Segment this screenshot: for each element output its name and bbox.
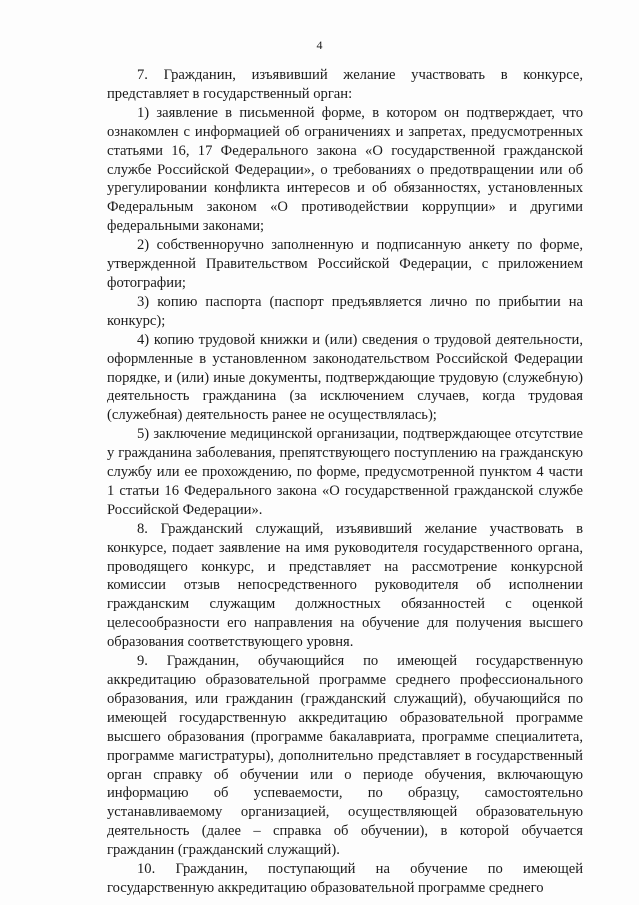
list-item-5: 5) заключение медицинской организации, подтверждающее отсутствие у гражданина заболевания, препятствующего поступлению на гражданскую службу или ее прохождению, по форме, предусмотренной пунктом 4 части 1 статьи 16 Федерального закона «О государственной гражданской службе Российской Федерации». xyxy=(107,426,583,518)
list-item-3: 3) копию паспорта (паспорт предъявляется лично по прибытии на конкурс); xyxy=(107,293,583,329)
paragraph-10: 10. Гражданин, поступающий на обучение по имеющей государственную аккредитацию образовательной программе среднего xyxy=(107,861,583,896)
list-item-4: 4) копию трудовой книжки и (или) сведения о трудовой деятельности, оформленные в установленном законодательством Российской Федерации порядке, и (или) иные документы, подтверждающие трудовую (служебную) деятельность гражданина (за исключением случаев, когда трудовая (служебная) деятельность ранее не осуществлялась); xyxy=(107,331,583,424)
paragraph-7: 7. Гражданин, изъявивший желание участвовать в конкурсе, представляет в государственный орган: xyxy=(107,67,583,102)
list-item-2: 2) собственноручно заполненную и подписанную анкету по форме, утвержденной Правительством Российской Федерации, с приложением фотографии; xyxy=(107,237,583,291)
list-item-1: 1) заявление в письменной форме, в котором он подтверждает, что ознакомлен с информацией об ограничениях и запретах, предусмотренных статьями 16, 17 Федерального закона «О государственной гражданской службе Российской Федерации», о требованиях о предотвращении или об урегулировании конфликта интересов и об обязанностях, установленных Федеральным законом «О противодействии коррупции» и другими федеральными законами; xyxy=(107,104,583,235)
page-number: 4 xyxy=(316,38,323,52)
document-body xyxy=(107,66,583,898)
paragraph-9: 9. Гражданин, обучающийся по имеющей государственную аккредитацию образовательной программе среднего профессионального образования, или гражданин (гражданский служащий), обучающийся по имеющей государственную аккредитацию образовательной программе высшего образования (программе бакалавриата, программе специалитета, программе магистратуры), дополнительно представляет в государственный орган справку об обучении или о периоде обучения, включающую информацию об успеваемости, по образцу, самостоятельно устанавливаемому организацией, осуществляющей образовательную деятельность (далее – справка об обучении), в которой обучается гражданин (гражданский служащий). xyxy=(107,653,583,859)
paragraph-8: 8. Гражданский служащий, изъявивший желание участвовать в конкурсе, подает заявление на имя руководителя государственного органа, проводящего конкурс, и представляет на рассмотрение конкурсной комиссии отзыв непосредственного руководителя об исполнении гражданским служащим должностных обязанностей с оценкой целесообразности его направления на обучение для получения высшего образования соответствующего уровня. xyxy=(107,520,583,651)
